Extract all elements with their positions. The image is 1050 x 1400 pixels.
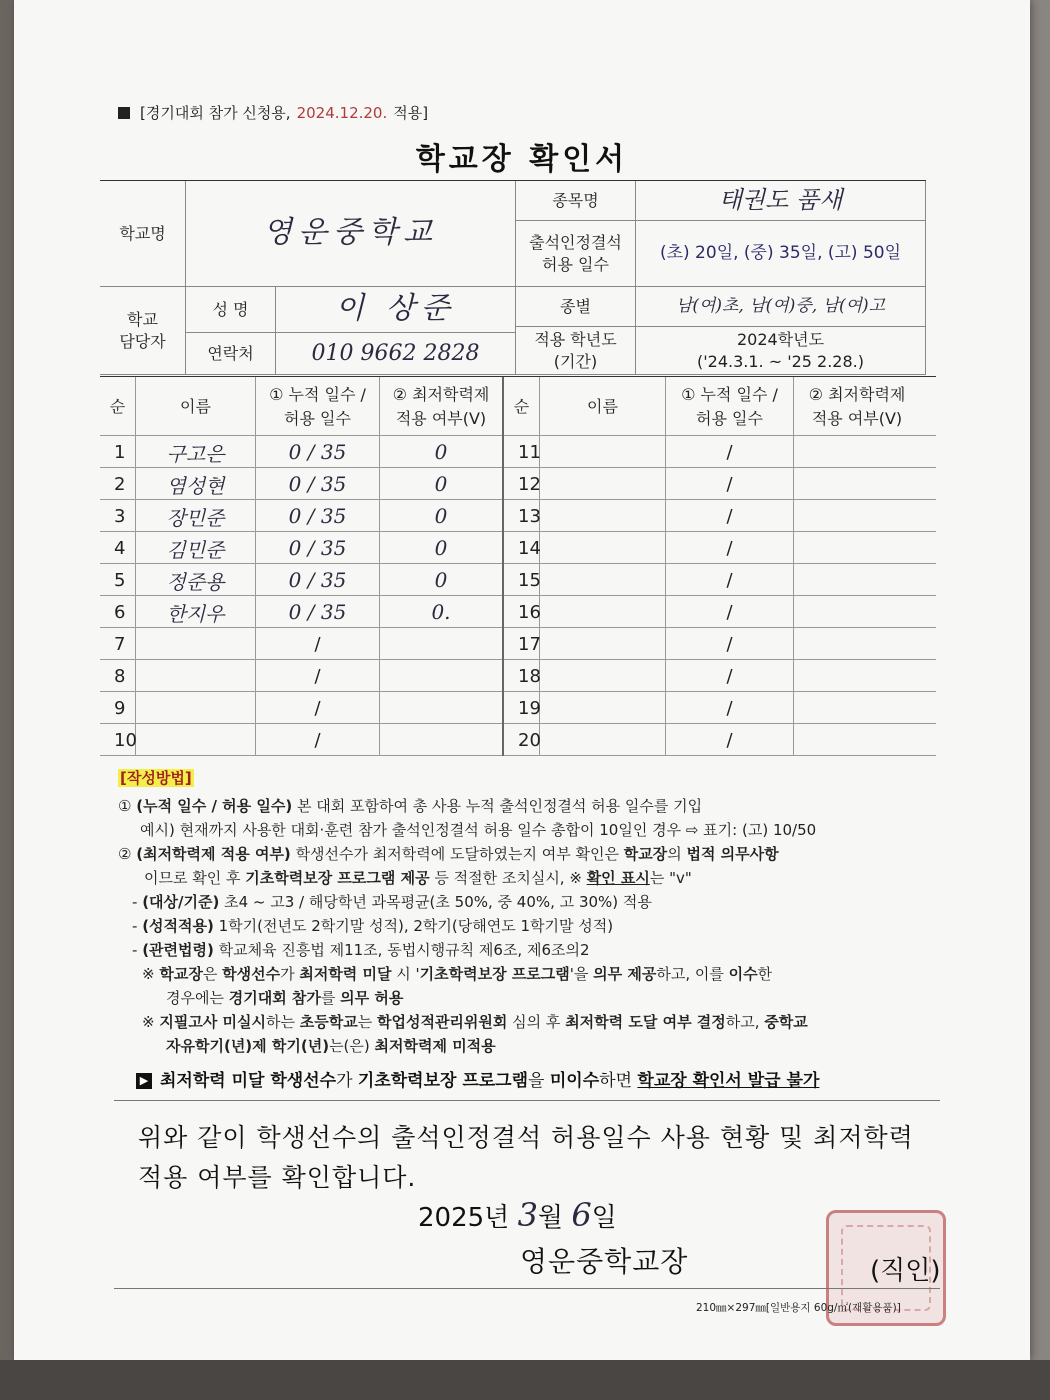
bullet-1-marker: - (132, 893, 143, 911)
arrow-box-icon: ▶ (136, 1073, 152, 1089)
star-note-1 (118, 962, 938, 986)
note-2-cont (118, 866, 938, 890)
table-row (100, 436, 936, 468)
note-2-text: 학생선수가 최저학력에 도달하였는지 여부 확인은 (290, 845, 624, 863)
s2-c: 하는 (266, 1013, 300, 1031)
manager-label-line1: 학교 (127, 309, 158, 329)
year-label (516, 327, 636, 375)
note-2-text-3: 이므로 확인 후 (144, 869, 246, 887)
student-name (136, 724, 256, 756)
student-table-header (100, 376, 936, 436)
seal-label: (직인) (870, 1256, 941, 1286)
student-name (136, 692, 256, 724)
final-c: 기초학력보장 프로그램 (357, 1071, 529, 1091)
header-no: 순 (100, 377, 136, 437)
bullet-2-text: 1학기(전년도 2학기말 성적), 2학기(당해연도 1학기말 성적) (213, 917, 614, 935)
event-value: 태권도 품새 (636, 181, 926, 221)
student-name: 장민준 (136, 500, 256, 532)
header-days-line2: 허용 일수 (284, 409, 351, 428)
student-days: / (256, 724, 380, 756)
student-name (540, 564, 666, 596)
table-row (100, 564, 936, 596)
row-no: 11 (504, 436, 540, 468)
student-days: 0 / 35 (256, 564, 380, 596)
student-name (540, 660, 666, 692)
student-name (136, 660, 256, 692)
student-check (794, 596, 920, 628)
student-check: 0 (380, 564, 504, 596)
table-row (100, 468, 936, 500)
note-1 (118, 794, 938, 818)
name-label: 성 명 (186, 287, 276, 333)
row-no: 20 (504, 724, 540, 756)
bullet-2-marker: - (132, 917, 143, 935)
star-note-2-cont (118, 1034, 938, 1058)
s1-m: 한 (757, 965, 773, 983)
note-1-example: 예시) 현재까지 사용한 대회·훈련 참가 출석인정결석 허용 일수 총합이 10일인 경우 ⇨ 표기: (고) 10/50 (140, 821, 817, 839)
allowed-days-label-line2: 허용 일수 (542, 254, 609, 274)
school-label: 학교명 (100, 181, 186, 287)
document-page (14, 0, 1030, 1360)
table-row (100, 724, 936, 756)
final-f: 하면 (599, 1071, 638, 1091)
student-name (540, 500, 666, 532)
header-name-2: 이름 (540, 377, 666, 437)
final-g: 학교장 확인서 발급 불가 (637, 1071, 820, 1091)
note-2 (118, 842, 938, 866)
student-days: / (666, 628, 794, 660)
divider-bottom (114, 1288, 940, 1289)
bullet-3 (118, 938, 938, 962)
student-check: 0 (380, 436, 504, 468)
student-days: / (666, 436, 794, 468)
student-days: 0 / 35 (256, 436, 380, 468)
row-no: 3 (100, 500, 136, 532)
student-check: 0 (380, 532, 504, 564)
student-name (540, 724, 666, 756)
table-row (100, 596, 936, 628)
writing-instructions (118, 766, 938, 1058)
student-name: 정준용 (136, 564, 256, 596)
student-name (540, 468, 666, 500)
note-2-bold-3: 기초학력보장 프로그램 제공 (245, 869, 430, 887)
final-b: 가 (336, 1071, 358, 1091)
student-name (540, 628, 666, 660)
row-no: 1 (100, 436, 136, 468)
student-check (794, 660, 920, 692)
bullet-2 (118, 914, 938, 938)
name-value: 이 상준 (276, 287, 516, 333)
s1-l: 이수 (728, 965, 758, 983)
s2-f: 학업성적관리위원회 (376, 1013, 508, 1031)
student-check (794, 724, 920, 756)
final-note (136, 1066, 819, 1091)
event-label: 종목명 (516, 181, 636, 221)
s2-j: 중학교 (764, 1013, 808, 1031)
square-bullet-icon (118, 107, 130, 119)
student-name: 한지우 (136, 596, 256, 628)
s1-f: 최저학력 미달 (299, 965, 392, 983)
student-check: 0 (380, 500, 504, 532)
header-note-suffix: 적용] (393, 104, 429, 122)
row-no: 10 (100, 724, 136, 756)
star-note-1-cont (118, 986, 938, 1010)
student-days: / (256, 628, 380, 660)
student-days: / (256, 660, 380, 692)
school-value: 영운중학교 (186, 181, 516, 287)
student-days: / (666, 692, 794, 724)
header-days-2-line2: 허용 일수 (696, 409, 763, 428)
confirm-line-1: 위와 같이 학생선수의 출석인정결석 허용일수 사용 현황 및 최저학력 (138, 1123, 914, 1152)
s1-g: 시 ' (391, 965, 420, 983)
row-no: 15 (504, 564, 540, 596)
student-days: / (666, 596, 794, 628)
s1-d: 학생선수 (222, 965, 281, 983)
header-note-date: 2024.12.20. (296, 103, 388, 122)
header-days-line1: ① 누적 일수 / (269, 385, 366, 404)
row-no: 6 (100, 596, 136, 628)
student-days: / (666, 660, 794, 692)
row-no: 14 (504, 532, 540, 564)
divider-top (114, 1100, 940, 1101)
header-no-2: 순 (504, 377, 540, 437)
row-no: 8 (100, 660, 136, 692)
final-d: 을 (528, 1071, 550, 1091)
bullet-1-text: 초4 ~ 고3 / 해당학년 과목평균(초 50%, 중 40%, 고 30%) 적용 (219, 893, 652, 911)
s2-e: 는 (357, 1013, 377, 1031)
bullet-3-title: (관련법령) (142, 941, 214, 959)
header-days (256, 377, 380, 437)
student-check (380, 628, 504, 660)
header-note (118, 102, 428, 123)
year-label-line1: 적용 학년도 (534, 329, 617, 349)
note-1-title: (누적 일수 / 허용 일수) (136, 797, 293, 815)
confirm-line-2: 적용 여부를 확인합니다. (138, 1163, 417, 1192)
row-no: 7 (100, 628, 136, 660)
bullet-3-text: 학교체육 진흥법 제11조, 동법시행규칙 제6조, 제6조의2 (213, 941, 590, 959)
notes-heading: [작성방법] (120, 769, 192, 787)
date-month: 3 (517, 1196, 538, 1234)
bullet-1 (118, 890, 938, 914)
s1-j: 의무 제공 (593, 965, 657, 983)
s2-h: 최저학력 도달 여부 결정 (565, 1013, 726, 1031)
student-days: 0 / 35 (256, 500, 380, 532)
student-days: / (666, 724, 794, 756)
allowed-days-value: (초) 20일, (중) 35일, (고) 50일 (636, 221, 926, 287)
s2-d: 초등학교 (299, 1013, 358, 1031)
gender-label: 종별 (516, 287, 636, 327)
desk-edge (0, 1360, 1050, 1400)
confirmation-text (138, 1118, 938, 1198)
row-no: 2 (100, 468, 136, 500)
student-check: 0. (380, 596, 504, 628)
student-name: 구고은 (136, 436, 256, 468)
star-note-2-marker: ※ (142, 1013, 160, 1031)
student-check (794, 468, 920, 500)
year-label-line2: (기간) (553, 351, 598, 371)
s2-k: 자유학기(년)제 학기(년) (166, 1037, 330, 1055)
student-check (380, 692, 504, 724)
year-value (636, 327, 926, 375)
header-name: 이름 (136, 377, 256, 437)
final-e: 미이수 (549, 1071, 600, 1091)
table-row (100, 500, 936, 532)
bullet-1-title: (대상/기준) (142, 893, 220, 911)
s1-n: 경우에는 (166, 989, 229, 1007)
note-2-title: (최저학력제 적용 여부) (136, 845, 291, 863)
student-check (794, 564, 920, 596)
row-no: 4 (100, 532, 136, 564)
final-a: 최저학력 미달 학생선수 (160, 1071, 337, 1091)
year-value-line1: 2024학년도 (736, 329, 825, 349)
s2-m: 최저학력제 미적용 (374, 1037, 496, 1055)
student-name: 염성현 (136, 468, 256, 500)
allowed-days-label (516, 221, 636, 287)
note-2-text-2: 의 (667, 845, 687, 863)
s1-o: 경기대회 참가 (228, 989, 321, 1007)
school-head: 영운중학교장 (520, 1245, 689, 1278)
date-month-unit: 월 (537, 1203, 564, 1233)
issue-date (418, 1196, 617, 1234)
row-no: 13 (504, 500, 540, 532)
date-day-unit: 일 (591, 1203, 617, 1233)
info-table (100, 180, 926, 371)
s1-b: 학교장 (159, 965, 203, 983)
student-check (380, 660, 504, 692)
table-row (100, 628, 936, 660)
row-no: 5 (100, 564, 136, 596)
header-min (380, 377, 504, 437)
header-min-2-line1: ② 최저학력제 (808, 385, 906, 404)
s1-k: 하고, 이를 (656, 965, 729, 983)
student-days: 0 / 35 (256, 468, 380, 500)
date-day: 6 (571, 1196, 592, 1234)
header-days-2 (666, 377, 794, 437)
student-check (794, 628, 920, 660)
student-check (794, 692, 920, 724)
note-2-bold-4: 확인 표시 (586, 869, 650, 887)
star-note-2 (118, 1010, 938, 1034)
s1-i: '을 (569, 965, 594, 983)
s2-i: 하고, (725, 1013, 765, 1031)
header-min-2-line2: 적용 여부(V) (811, 409, 903, 428)
s1-p: 를 (320, 989, 341, 1007)
student-name (540, 596, 666, 628)
student-check (794, 532, 920, 564)
student-name (540, 532, 666, 564)
note-2-bold-1: 학교장 (623, 845, 668, 863)
note-1-text: 본 대회 포함하여 총 사용 누적 출석인정결석 허용 일수를 기입 (292, 797, 703, 815)
note-2-marker: ② (118, 845, 137, 863)
notes-heading-line (118, 766, 938, 790)
table-row (100, 532, 936, 564)
s2-g: 심의 후 (507, 1013, 566, 1031)
bullet-2-title: (성적적용) (142, 917, 214, 935)
student-days: / (666, 500, 794, 532)
table-row (100, 692, 936, 724)
contact-value: 010 9662 2828 (276, 333, 516, 375)
row-no: 16 (504, 596, 540, 628)
star-note-1-marker: ※ (142, 965, 160, 983)
manager-label (100, 287, 186, 375)
header-min-2 (794, 377, 920, 437)
date-year: 2025년 (418, 1203, 510, 1233)
s2-l: 는(은) (329, 1037, 375, 1055)
allowed-days-label-line1: 출석인정결석 (529, 232, 622, 252)
student-name (540, 692, 666, 724)
header-note-prefix: [경기대회 참가 신청용, (140, 104, 291, 122)
row-no: 9 (100, 692, 136, 724)
s1-q: 의무 허용 (340, 989, 404, 1007)
student-days: / (666, 564, 794, 596)
student-name (136, 628, 256, 660)
student-name: 김민준 (136, 532, 256, 564)
gender-value: 남(여)초, 남(여)중, 남(여)고 (636, 287, 926, 327)
s1-e: 가 (280, 965, 300, 983)
header-days-2-line1: ① 누적 일수 / (681, 385, 778, 404)
student-days: / (256, 692, 380, 724)
manager-label-line2: 담당자 (119, 331, 166, 351)
student-name (540, 436, 666, 468)
s1-c: 은 (202, 965, 223, 983)
bullet-3-marker: - (132, 941, 143, 959)
student-days: 0 / 35 (256, 596, 380, 628)
header-min-line1: ② 최저학력제 (392, 385, 490, 404)
student-days: / (666, 532, 794, 564)
header-min-line2: 적용 여부(V) (395, 409, 487, 428)
note-2-text-4: 등 적절한 조치실시, ※ (429, 869, 587, 887)
student-days: / (666, 468, 794, 500)
year-value-line2: ('24.3.1. ~ '25 2.28.) (697, 351, 864, 371)
student-check (794, 500, 920, 532)
row-no: 18 (504, 660, 540, 692)
student-check (380, 724, 504, 756)
contact-label: 연락처 (186, 333, 276, 375)
note-1-marker: ① (118, 797, 137, 815)
note-2-text-5: 는 "v" (649, 869, 692, 887)
student-days: 0 / 35 (256, 532, 380, 564)
paper-spec: 210㎜×297㎜[일반용지 60g/㎡(재활용품)] (696, 1302, 901, 1314)
row-no: 12 (504, 468, 540, 500)
table-row (100, 660, 936, 692)
student-check (794, 436, 920, 468)
s1-h: 기초학력보장 프로그램 (419, 965, 570, 983)
note-2-bold-2: 법적 의무사항 (686, 845, 779, 863)
s2-b: 지필고사 미실시 (159, 1013, 266, 1031)
row-no: 19 (504, 692, 540, 724)
student-check: 0 (380, 468, 504, 500)
row-no: 17 (504, 628, 540, 660)
page-title: 학교장 확인서 (415, 142, 629, 177)
